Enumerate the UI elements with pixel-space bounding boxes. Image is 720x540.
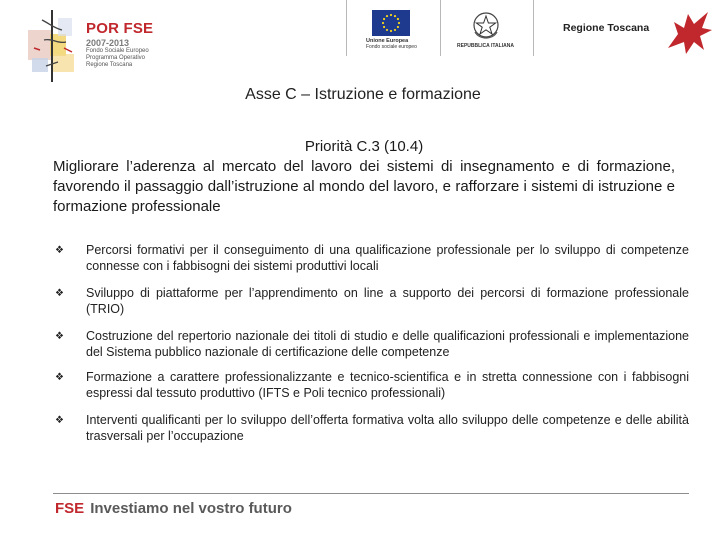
eu-caption xyxy=(366,38,417,50)
priority-title: Priorità C.3 (10.4) xyxy=(304,138,424,155)
footer-slogan-text: Investiamo nel vostro futuro xyxy=(90,500,292,517)
footer-slogan xyxy=(55,500,292,517)
por-fse-wordmark xyxy=(86,20,153,69)
eu-flag-icon xyxy=(372,10,410,36)
section-title: Asse C – Istruzione e formazione xyxy=(245,86,481,103)
diamond-bullet-icon: ❖ xyxy=(55,415,64,426)
eu-star-icon xyxy=(383,26,385,28)
list-item xyxy=(53,370,689,413)
eu-star-icon xyxy=(386,15,388,17)
header-divider xyxy=(346,0,347,56)
emblem-caption: REPUBBLICA ITALIANA xyxy=(457,43,514,49)
por-fse-line-3: Regione Toscana xyxy=(86,62,133,68)
italian-emblem-icon xyxy=(470,10,502,42)
eu-star-icon xyxy=(394,15,396,17)
por-fse-line-1: Fondo Sociale Europeo xyxy=(86,48,149,54)
footer-fse-label: FSE xyxy=(55,500,85,517)
diamond-bullet-icon: ❖ xyxy=(55,372,64,383)
eu-star-icon xyxy=(383,18,385,20)
eu-star-icon xyxy=(397,18,399,20)
diamond-bullet-icon: ❖ xyxy=(55,331,64,342)
footer-divider xyxy=(53,493,689,494)
eu-star-icon xyxy=(394,29,396,31)
header-divider xyxy=(533,0,534,56)
por-fse-line-2: Programma Operativo xyxy=(86,55,146,61)
list-item xyxy=(53,413,689,456)
list-item xyxy=(53,286,689,329)
eu-star-icon xyxy=(390,14,392,16)
priority-description: Migliorare l’aderenza al mercato del lavoro dei sistemi di insegnamento e di formazione, favorendo il passaggio dall’istruzione al mondo del lavoro, e rafforzare i sistemi di istruzione e formazione professionale xyxy=(53,158,675,215)
eu-caption-1: Unione Europea xyxy=(366,38,409,44)
eu-star-icon xyxy=(398,22,400,24)
list-item-text: Formazione a carattere professionalizzante e tecnico-scientifica e in stretta connessione con i fabbisogni espressi dal tessuto produttivo (IFTS e Poli tecnico professionali) xyxy=(86,370,689,400)
bullet-list xyxy=(53,243,689,456)
list-item-text: Percorsi formativi per il conseguimento di una qualificazione professionale per lo sviluppo di competenze connesse con i fabbisogni dei sistemi produttivi locali xyxy=(86,243,689,273)
eu-star-icon xyxy=(382,22,384,24)
por-fse-title: POR FSE xyxy=(86,20,154,37)
header-divider xyxy=(440,0,441,56)
list-item xyxy=(53,243,689,286)
diamond-bullet-icon: ❖ xyxy=(55,288,64,299)
regione-toscana-label: Regione Toscana xyxy=(563,22,650,34)
list-item-text: Sviluppo di piattaforme per l’apprendimento on line a supporto dei percorsi di formazione professionale (TRIO) xyxy=(86,286,689,316)
list-item-text: Interventi qualificanti per lo sviluppo dell’offerta formativa volta allo sviluppo delle competenze e delle abilità trasversali per l’occupazione xyxy=(86,413,689,443)
pegasus-logo-icon xyxy=(662,4,718,60)
eu-star-icon xyxy=(397,26,399,28)
por-fse-years: 2007-2013 xyxy=(86,38,130,48)
priority-block xyxy=(53,137,675,217)
diamond-bullet-icon: ❖ xyxy=(55,245,64,256)
eu-caption-2: Fondo sociale europeo xyxy=(366,44,417,50)
eu-star-icon xyxy=(390,30,392,32)
list-item xyxy=(53,329,689,370)
page-header xyxy=(0,0,720,90)
eu-star-icon xyxy=(386,29,388,31)
por-fse-logo xyxy=(22,8,88,84)
list-item-text: Costruzione del repertorio nazionale dei titoli di studio e delle qualificazioni professionali e implementazione del Sistema pubblico nazionale di certificazione delle competenze xyxy=(86,329,689,359)
